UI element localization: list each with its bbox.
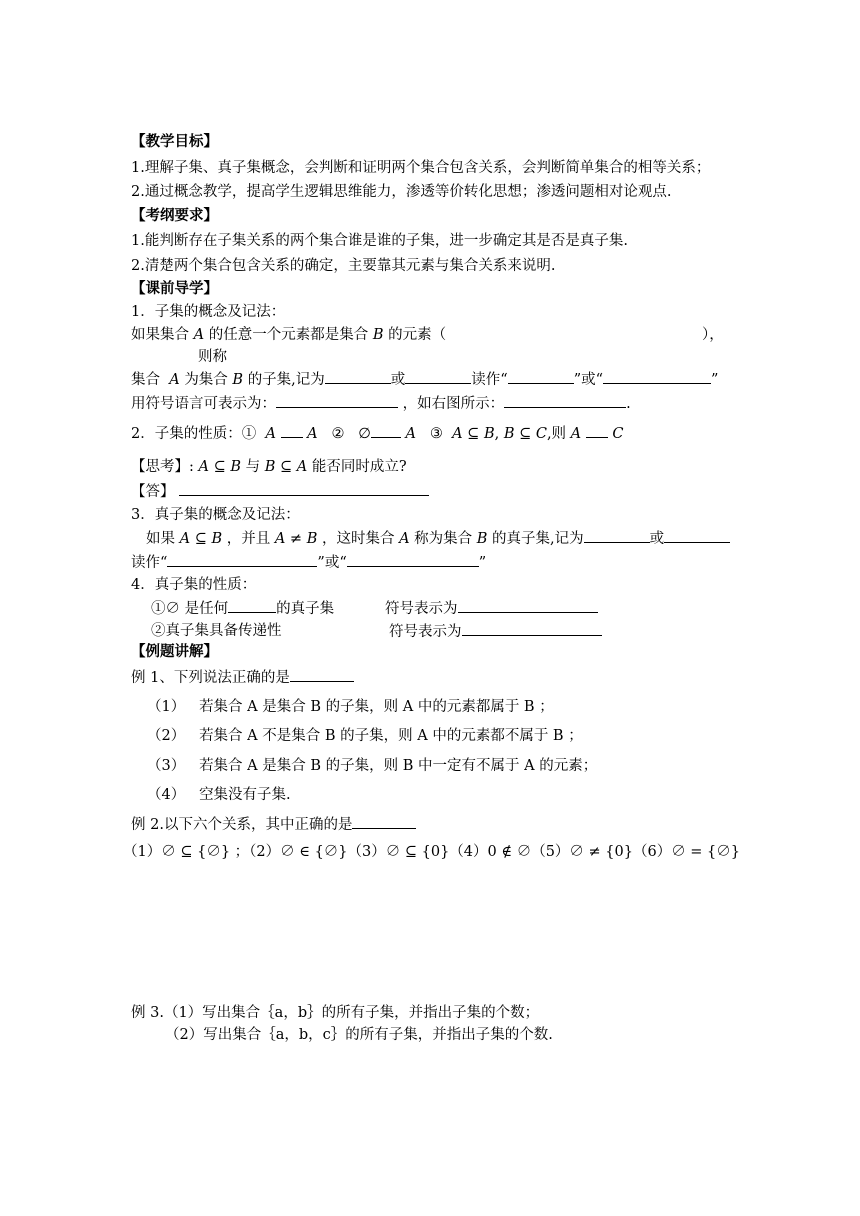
example-1-title: 例 1、下列说法正确的是 [131, 667, 354, 688]
proper-subset-definition-line: 如果 A ⊆ B ，并且 A ≠ B ，这时集合 A 称为集合 B 的真子集,记为 或 [146, 528, 730, 549]
proper-subset-property-2: ②真子集具备传递性 [151, 623, 282, 639]
subset-definition-close: ）， [702, 327, 724, 343]
example-3-line-1: 例 3.（1）写出集合｛a，b｝的所有子集，并指出子集的个数； [131, 1005, 540, 1021]
proper-subset-property-1: ①∅ 是任何 的真子集 [151, 598, 334, 619]
syllabus-line-1: 1.能判断存在子集关系的两个集合谁是谁的子集，进一步确定其是否是真子集. [131, 233, 628, 249]
example-1-option-4: （4） 空集没有子集. [147, 787, 291, 803]
section-heading-goals: 【教学目标】 [131, 133, 218, 150]
example-1-option-2: （2） 若集合 A 不是集合 B 的子集，则 A 中的元素都不属于 B ； [147, 728, 583, 744]
section-heading-examples: 【例题讲解】 [131, 643, 218, 660]
section-heading-syllabus: 【考纲要求】 [131, 207, 218, 224]
subset-properties-line: 2．子集的性质：① A A ② ∅ A ③ A ⊆ B, B ⊆ C,则 A C [131, 423, 623, 444]
subset-symbol-line: 用符号语言可表示为： ，如右图所示： . [131, 393, 631, 414]
subset-concept-title: 1．子集的概念及记法： [131, 304, 286, 320]
answer-line: 【答】 [131, 481, 429, 502]
example-1-option-3: （3） 若集合 A 是集合 B 的子集，则 B 中一定有不属于 A 的元素； [147, 758, 598, 774]
subset-definition-then: 则称 [198, 349, 227, 365]
goals-line-1: 1.理解子集、真子集概念，会判断和证明两个集合包含关系，会判断简单集合的相等关系； [131, 160, 711, 176]
example-1-option-1: （1） 若集合 A 是集合 B 的子集，则 A 中的元素都属于 B ； [147, 699, 554, 715]
example-2-relations: （1）∅ ⊆ {∅} ；（2）∅ ∈ {∅}（3）∅ ⊆ {0}（4）0 ∉ ∅（5）∅ ≠ {0}（6）∅ = {∅} [123, 844, 741, 860]
think-question: 【思考】: A ⊆ B 与 B ⊆ A 能否同时成立? [131, 459, 407, 475]
proper-subset-properties-title: 4．真子集的性质： [131, 577, 257, 593]
example-2-title: 例 2.以下六个关系，其中正确的是 [131, 814, 416, 835]
subset-definition-line-1: 如果集合 A 的任意一个元素都是集合 B 的元素（ [131, 327, 447, 343]
proper-subset-property-1-symbol: 符号表示为 [385, 598, 598, 619]
proper-subset-read-line: 读作“ ”或“ ” [131, 552, 486, 573]
subset-notation-line: 集合 A 为集合 B 的子集,记为 或 读作“ ”或“ ” [131, 369, 718, 390]
proper-subset-concept-title: 3．真子集的概念及记法： [131, 507, 300, 523]
section-heading-preview: 【课前导学】 [131, 280, 218, 297]
example-3-line-2: （2）写出集合｛a，b，c｝的所有子集，并指出子集的个数. [165, 1027, 553, 1043]
goals-line-2: 2.通过概念教学，提高学生逻辑思维能力，渗透等价转化思想；渗透问题相对论观点. [131, 184, 672, 200]
proper-subset-property-2-symbol: 符号表示为 [389, 621, 602, 642]
syllabus-line-2: 2.清楚两个集合包含关系的确定，主要靠其元素与集合关系来说明. [131, 258, 556, 274]
